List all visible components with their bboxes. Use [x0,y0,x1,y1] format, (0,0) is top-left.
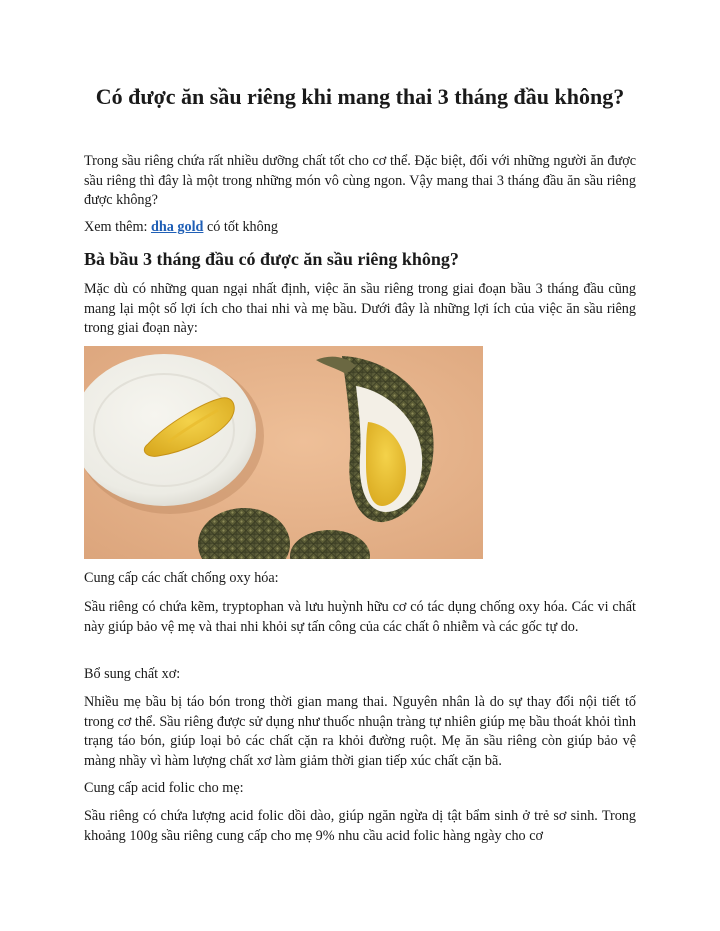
see-also-prefix: Xem thêm: [84,219,151,235]
benefit-2-title: Bổ sung chất xơ: [84,666,181,682]
benefits-intro-paragraph: Mặc dù có những quan ngại nhất định, việc ăn sầu riêng trong giai đoạn bầu 3 tháng đầu cũng mang lại một số lợi ích cho thai nhi và mẹ bầu. Dưới đây là những lợi ích của việc ăn sầu riêng trong giai đoạn này: [84,281,636,336]
intro-paragraph: Trong sầu riêng chứa rất nhiều dưỡng chất tốt cho cơ thể. Đặc biệt, đối với những người ăn được sầu riêng thì đây là một trong những món vô cùng ngon. Vậy mang thai 3 tháng đầu ăn sầu riêng được không? [84,153,636,208]
section-heading: Bà bầu 3 tháng đầu có được ăn sầu riêng không? [84,249,459,269]
benefit-1-body: Sầu riêng có chứa kẽm, tryptophan và lưu huỳnh hữu cơ có tác dụng chống oxy hóa. Các vi chất này giúp bảo vệ mẹ và thai nhi khỏi sự tấn công của các chất ô nhiễm và các gốc tự do. [84,599,636,635]
dha-gold-link[interactable]: dha gold [150,219,204,235]
benefit-2-body: Nhiều mẹ bầu bị táo bón trong thời gian mang thai. Nguyên nhân là do sự thay đổi nội tiết tố trong cơ thể. Sầu riêng được sử dụng như thuốc nhuận tràng tự nhiên giúp mẹ bầu thoát khỏi tình trạng táo bón, giúp loại bỏ các chất cặn ra khỏi đường ruột. Mẹ ăn sầu riêng còn giúp bảo vệ màng nhầy vì hàm lượng chất xơ làm giảm thời gian tiếp xúc chất cặn bã. [84,694,636,769]
article-title: Có được ăn sầu riêng khi mang thai 3 tháng đầu không? [95,84,625,109]
benefit-1-title: Cung cấp các chất chống oxy hóa: [84,570,279,586]
durian-photo [84,346,483,559]
benefit-3-title: Cung cấp acid folic cho mẹ: [84,780,244,796]
benefit-3-body: Sầu riêng có chứa lượng acid folic dồi dào, giúp ngăn ngừa dị tật bẩm sinh ở trẻ sơ sinh. Trong khoảng 100g sầu riêng cung cấp cho mẹ 9% nhu cầu acid folic hàng ngày cho cơ [84,808,636,844]
see-also-suffix: có tốt không [203,219,278,235]
see-also-line [84,218,636,238]
